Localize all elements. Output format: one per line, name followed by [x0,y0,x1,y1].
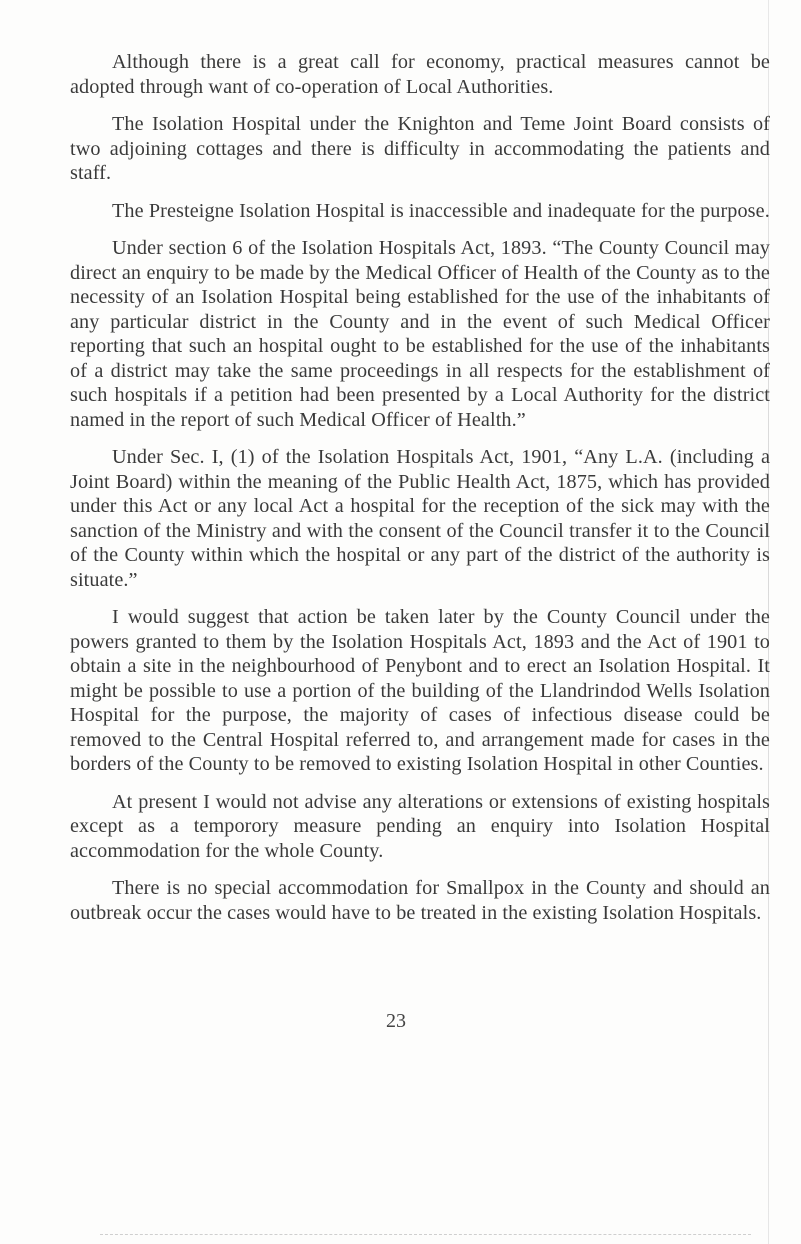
body-text [70,50,770,938]
paragraph-7: At present I would not advise any alterations or extensions of existing hospitals except as a temporory measure pending an enquiry into Isolation Hospital accommodation for the whole County. [70,790,770,862]
page-number: 23 [386,1010,406,1032]
paragraph-2: The Isolation Hospital under the Knighton and Teme Joint Board consists of two adjoining cottages and there is difficulty in accommodating the patients and staff. [70,113,770,184]
paragraph-5: Under Sec. I, (1) of the Isolation Hospitals Act, 1901, “Any L.A. (including a Joint Board) within the meaning of the Public Health Act, 1875, which has provided under this Act or any local Act a hospital for the reception of the sick may with the sanction of the Ministry and with the consent of the Council transfer it to the Council of the County within which the hospital or any part of the district of the authority is situate.” [70,446,770,591]
paragraph-3: The Presteigne Isolation Hospital is inaccessible and inadequate for the purpose. [112,199,770,222]
paragraph-1: Although there is a great call for economy, practical measures cannot be adopted through want of co-operation of Local Authorities. [70,51,770,98]
paragraph-4: Under section 6 of the Isolation Hospitals Act, 1893. “The County Council may direct an enquiry to be made by the Medical Officer of Health of the County as to the necessity of an Isolation Hospital being established for the use of the inhabitants of any particular district in the County and in the event of such Medical Officer reporting that such an hospital ought to be established for the use of the inhabitants of a district may take the same proceedings in all respects for the establishment of such hospitals if a petition had been presented by a Local Authority for the district named in the report of such Medical Officer of Health.” [70,237,770,431]
paragraph-6: I would suggest that action be taken later by the County Council under the powers granted to them by the Isolation Hospitals Act, 1893 and the Act of 1901 to obtain a site in the neighbourhood of Penybont and to erect an Isolation Hospital. It might be possible to use a portion of the building of the Llandrindod Wells Isolation Hospital for the purpose, the majority of cases of infectious disease could be removed to the Central Hospital referred to, and arrangement made for cases in the borders of the County to be removed to existing Isolation Hospital in other Counties. [70,606,770,775]
bottom-edge-mark [100,1234,751,1236]
paragraph-8: There is no special accommodation for Smallpox in the County and should an outbreak occur the cases would have to be treated in the existing Isolation Hospitals. [70,877,770,924]
